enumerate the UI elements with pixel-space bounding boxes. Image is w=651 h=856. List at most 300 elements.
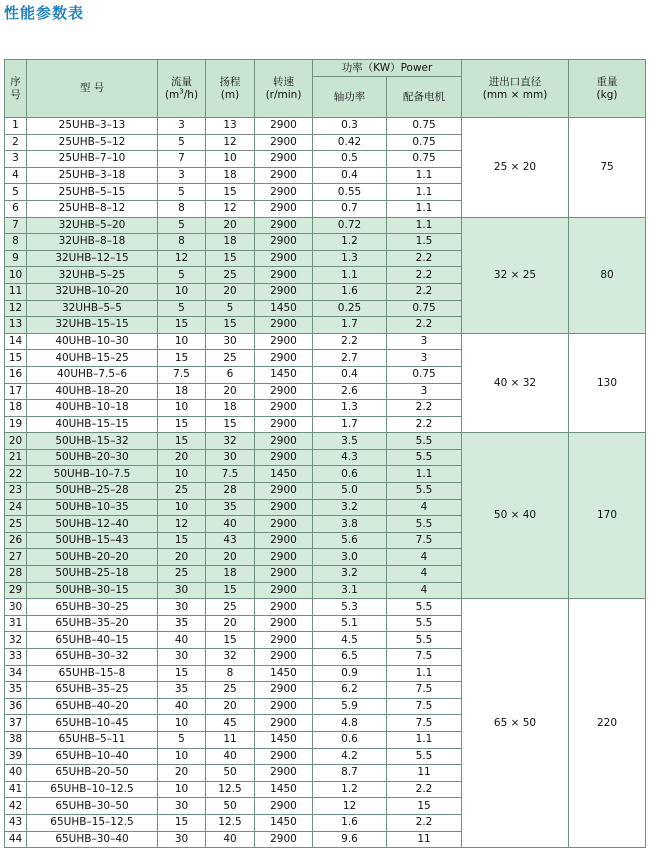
table-body bbox=[5, 118, 646, 848]
row-motor-power: 2.2 bbox=[387, 317, 462, 334]
row-no: 42 bbox=[5, 798, 27, 815]
row-speed: 2900 bbox=[255, 416, 313, 433]
row-no: 10 bbox=[5, 267, 27, 284]
row-shaft-power: 9.6 bbox=[313, 831, 387, 848]
row-head: 50 bbox=[206, 798, 255, 815]
row-model: 25UHB–8–12 bbox=[27, 200, 158, 217]
row-shaft-power: 0.9 bbox=[313, 665, 387, 682]
row-shaft-power: 0.5 bbox=[313, 151, 387, 168]
row-no: 12 bbox=[5, 300, 27, 317]
header-weight: 重量 (kg) bbox=[569, 60, 646, 118]
row-no: 3 bbox=[5, 151, 27, 168]
row-shaft-power: 2.7 bbox=[313, 350, 387, 367]
row-no: 30 bbox=[5, 599, 27, 616]
row-shaft-power: 1.3 bbox=[313, 400, 387, 417]
row-flow: 10 bbox=[158, 781, 206, 798]
row-head: 30 bbox=[206, 333, 255, 350]
row-shaft-power: 8.7 bbox=[313, 765, 387, 782]
row-no: 38 bbox=[5, 731, 27, 748]
row-model: 40UHB–15–15 bbox=[27, 416, 158, 433]
group-port-size: 25 × 20 bbox=[462, 118, 569, 218]
row-motor-power: 1.1 bbox=[387, 167, 462, 184]
row-model: 65UHB–30–25 bbox=[27, 599, 158, 616]
row-speed: 2900 bbox=[255, 383, 313, 400]
row-head: 5 bbox=[206, 300, 255, 317]
row-model: 65UHB–10–45 bbox=[27, 715, 158, 732]
row-motor-power: 5.5 bbox=[387, 599, 462, 616]
row-head: 18 bbox=[206, 234, 255, 251]
row-no: 24 bbox=[5, 499, 27, 516]
row-head: 15 bbox=[206, 184, 255, 201]
row-model: 50UHB–20–30 bbox=[27, 449, 158, 466]
group-port-size: 65 × 50 bbox=[462, 599, 569, 848]
row-no: 43 bbox=[5, 814, 27, 831]
header-power: 功率（KW）Power bbox=[313, 60, 462, 77]
row-motor-power: 0.75 bbox=[387, 134, 462, 151]
row-speed: 2900 bbox=[255, 449, 313, 466]
row-no: 7 bbox=[5, 217, 27, 234]
row-flow: 5 bbox=[158, 300, 206, 317]
row-shaft-power: 4.2 bbox=[313, 748, 387, 765]
row-speed: 1450 bbox=[255, 466, 313, 483]
row-motor-power: 7.5 bbox=[387, 649, 462, 666]
row-motor-power: 4 bbox=[387, 549, 462, 566]
row-shaft-power: 0.25 bbox=[313, 300, 387, 317]
row-no: 27 bbox=[5, 549, 27, 566]
row-shaft-power: 4.3 bbox=[313, 449, 387, 466]
row-shaft-power: 1.7 bbox=[313, 317, 387, 334]
row-model: 65UHB–15–8 bbox=[27, 665, 158, 682]
row-head: 30 bbox=[206, 449, 255, 466]
row-shaft-power: 0.72 bbox=[313, 217, 387, 234]
row-head: 40 bbox=[206, 516, 255, 533]
row-motor-power: 0.75 bbox=[387, 300, 462, 317]
header-shaft-power: 轴功率 bbox=[313, 77, 387, 118]
row-head: 25 bbox=[206, 350, 255, 367]
row-shaft-power: 1.6 bbox=[313, 283, 387, 300]
row-shaft-power: 0.4 bbox=[313, 366, 387, 383]
row-shaft-power: 1.1 bbox=[313, 267, 387, 284]
row-no: 9 bbox=[5, 250, 27, 267]
row-motor-power: 3 bbox=[387, 333, 462, 350]
row-head: 43 bbox=[206, 532, 255, 549]
row-speed: 2900 bbox=[255, 499, 313, 516]
row-head: 40 bbox=[206, 831, 255, 848]
row-shaft-power: 2.6 bbox=[313, 383, 387, 400]
row-model: 50UHB–15–32 bbox=[27, 433, 158, 450]
row-model: 65UHB–15–12.5 bbox=[27, 814, 158, 831]
row-flow: 10 bbox=[158, 748, 206, 765]
group-weight: 80 bbox=[569, 217, 646, 333]
row-model: 25UHB–3–13 bbox=[27, 118, 158, 135]
row-motor-power: 5.5 bbox=[387, 433, 462, 450]
row-model: 25UHB–7–10 bbox=[27, 151, 158, 168]
row-speed: 2900 bbox=[255, 599, 313, 616]
row-speed: 2900 bbox=[255, 549, 313, 566]
row-flow: 5 bbox=[158, 184, 206, 201]
row-no: 17 bbox=[5, 383, 27, 400]
row-shaft-power: 5.9 bbox=[313, 698, 387, 715]
row-head: 12.5 bbox=[206, 781, 255, 798]
row-shaft-power: 3.2 bbox=[313, 566, 387, 583]
table-row bbox=[5, 433, 646, 450]
row-no: 4 bbox=[5, 167, 27, 184]
row-model: 50UHB–15–43 bbox=[27, 532, 158, 549]
row-model: 32UHB–5–20 bbox=[27, 217, 158, 234]
row-speed: 2900 bbox=[255, 532, 313, 549]
header-no: 序 号 bbox=[5, 60, 27, 118]
group-port-size: 32 × 25 bbox=[462, 217, 569, 333]
row-model: 40UHB–7.5–6 bbox=[27, 366, 158, 383]
row-motor-power: 2.2 bbox=[387, 250, 462, 267]
header-motor-power: 配备电机 bbox=[387, 77, 462, 118]
row-shaft-power: 0.7 bbox=[313, 200, 387, 217]
row-speed: 2900 bbox=[255, 200, 313, 217]
row-model: 32UHB–5–5 bbox=[27, 300, 158, 317]
row-flow: 40 bbox=[158, 632, 206, 649]
row-head: 32 bbox=[206, 649, 255, 666]
row-shaft-power: 0.55 bbox=[313, 184, 387, 201]
row-model: 65UHB–10–40 bbox=[27, 748, 158, 765]
row-speed: 1450 bbox=[255, 366, 313, 383]
row-model: 25UHB–5–12 bbox=[27, 134, 158, 151]
row-model: 65UHB–40–20 bbox=[27, 698, 158, 715]
row-head: 15 bbox=[206, 632, 255, 649]
row-shaft-power: 6.5 bbox=[313, 649, 387, 666]
row-head: 12.5 bbox=[206, 814, 255, 831]
row-model: 32UHB–15–15 bbox=[27, 317, 158, 334]
row-head: 25 bbox=[206, 267, 255, 284]
row-motor-power: 5.5 bbox=[387, 449, 462, 466]
row-shaft-power: 3.2 bbox=[313, 499, 387, 516]
row-speed: 2900 bbox=[255, 184, 313, 201]
row-flow: 7.5 bbox=[158, 366, 206, 383]
row-flow: 30 bbox=[158, 582, 206, 599]
row-speed: 2900 bbox=[255, 250, 313, 267]
row-flow: 18 bbox=[158, 383, 206, 400]
row-motor-power: 1.1 bbox=[387, 184, 462, 201]
row-motor-power: 1.1 bbox=[387, 200, 462, 217]
row-motor-power: 11 bbox=[387, 831, 462, 848]
row-speed: 2900 bbox=[255, 134, 313, 151]
row-head: 20 bbox=[206, 698, 255, 715]
row-model: 65UHB–30–40 bbox=[27, 831, 158, 848]
row-speed: 2900 bbox=[255, 400, 313, 417]
row-model: 25UHB–3–18 bbox=[27, 167, 158, 184]
row-no: 21 bbox=[5, 449, 27, 466]
row-motor-power: 2.2 bbox=[387, 814, 462, 831]
group-port-size: 40 × 32 bbox=[462, 333, 569, 433]
row-head: 12 bbox=[206, 134, 255, 151]
row-model: 50UHB–20–20 bbox=[27, 549, 158, 566]
row-shaft-power: 1.2 bbox=[313, 234, 387, 251]
row-motor-power: 2.2 bbox=[387, 416, 462, 433]
row-flow: 5 bbox=[158, 267, 206, 284]
row-head: 20 bbox=[206, 383, 255, 400]
row-head: 11 bbox=[206, 731, 255, 748]
row-head: 12 bbox=[206, 200, 255, 217]
row-head: 35 bbox=[206, 499, 255, 516]
header-flow: 流量 $(m^3/h)$ bbox=[158, 60, 206, 118]
row-speed: 2900 bbox=[255, 350, 313, 367]
row-no: 16 bbox=[5, 366, 27, 383]
row-model: 25UHB–5–15 bbox=[27, 184, 158, 201]
row-no: 19 bbox=[5, 416, 27, 433]
row-head: 13 bbox=[206, 118, 255, 135]
row-flow: 8 bbox=[158, 200, 206, 217]
row-flow: 25 bbox=[158, 566, 206, 583]
row-flow: 10 bbox=[158, 333, 206, 350]
row-flow: 30 bbox=[158, 831, 206, 848]
row-speed: 2900 bbox=[255, 715, 313, 732]
row-flow: 10 bbox=[158, 715, 206, 732]
row-speed: 2900 bbox=[255, 566, 313, 583]
header-head: 扬程 (m) bbox=[206, 60, 255, 118]
row-head: 20 bbox=[206, 549, 255, 566]
row-shaft-power: 0.6 bbox=[313, 731, 387, 748]
row-model: 50UHB–25–28 bbox=[27, 483, 158, 500]
row-model: 50UHB–10–7.5 bbox=[27, 466, 158, 483]
row-no: 40 bbox=[5, 765, 27, 782]
row-motor-power: 5.5 bbox=[387, 516, 462, 533]
row-no: 44 bbox=[5, 831, 27, 848]
row-motor-power: 5.5 bbox=[387, 632, 462, 649]
row-flow: 30 bbox=[158, 649, 206, 666]
row-model: 32UHB–8–18 bbox=[27, 234, 158, 251]
row-no: 13 bbox=[5, 317, 27, 334]
row-speed: 2900 bbox=[255, 483, 313, 500]
row-head: 18 bbox=[206, 167, 255, 184]
row-flow: 20 bbox=[158, 765, 206, 782]
row-flow: 10 bbox=[158, 283, 206, 300]
row-speed: 1450 bbox=[255, 731, 313, 748]
row-head: 28 bbox=[206, 483, 255, 500]
row-flow: 5 bbox=[158, 731, 206, 748]
row-shaft-power: 1.6 bbox=[313, 814, 387, 831]
row-no: 29 bbox=[5, 582, 27, 599]
row-head: 20 bbox=[206, 217, 255, 234]
row-flow: 15 bbox=[158, 532, 206, 549]
row-model: 50UHB–12–40 bbox=[27, 516, 158, 533]
row-speed: 2900 bbox=[255, 283, 313, 300]
row-no: 20 bbox=[5, 433, 27, 450]
row-head: 32 bbox=[206, 433, 255, 450]
row-speed: 2900 bbox=[255, 151, 313, 168]
row-motor-power: 4 bbox=[387, 566, 462, 583]
row-speed: 2900 bbox=[255, 234, 313, 251]
row-model: 65UHB–30–32 bbox=[27, 649, 158, 666]
table-row bbox=[5, 333, 646, 350]
row-motor-power: 7.5 bbox=[387, 532, 462, 549]
row-motor-power: 1.1 bbox=[387, 217, 462, 234]
performance-table bbox=[4, 59, 646, 848]
row-model: 40UHB–15–25 bbox=[27, 350, 158, 367]
row-flow: 12 bbox=[158, 250, 206, 267]
row-speed: 2900 bbox=[255, 317, 313, 334]
row-flow: 15 bbox=[158, 416, 206, 433]
row-flow: 15 bbox=[158, 317, 206, 334]
row-head: 15 bbox=[206, 582, 255, 599]
row-flow: 30 bbox=[158, 599, 206, 616]
row-speed: 2900 bbox=[255, 831, 313, 848]
row-head: 50 bbox=[206, 765, 255, 782]
row-speed: 2900 bbox=[255, 167, 313, 184]
row-shaft-power: 6.2 bbox=[313, 682, 387, 699]
row-motor-power: 4 bbox=[387, 499, 462, 516]
row-head: 25 bbox=[206, 599, 255, 616]
row-motor-power: 4 bbox=[387, 582, 462, 599]
row-motor-power: 7.5 bbox=[387, 715, 462, 732]
row-flow: 5 bbox=[158, 134, 206, 151]
row-flow: 10 bbox=[158, 400, 206, 417]
row-flow: 40 bbox=[158, 698, 206, 715]
row-no: 2 bbox=[5, 134, 27, 151]
row-head: 8 bbox=[206, 665, 255, 682]
row-motor-power: 5.5 bbox=[387, 748, 462, 765]
group-weight: 75 bbox=[569, 118, 646, 218]
row-no: 28 bbox=[5, 566, 27, 583]
row-motor-power: 1.5 bbox=[387, 234, 462, 251]
row-flow: 25 bbox=[158, 483, 206, 500]
row-flow: 7 bbox=[158, 151, 206, 168]
row-no: 26 bbox=[5, 532, 27, 549]
row-speed: 2900 bbox=[255, 632, 313, 649]
row-no: 32 bbox=[5, 632, 27, 649]
row-motor-power: 0.75 bbox=[387, 151, 462, 168]
row-no: 18 bbox=[5, 400, 27, 417]
row-head: 45 bbox=[206, 715, 255, 732]
row-flow: 15 bbox=[158, 814, 206, 831]
row-no: 35 bbox=[5, 682, 27, 699]
row-shaft-power: 2.2 bbox=[313, 333, 387, 350]
row-no: 36 bbox=[5, 698, 27, 715]
row-model: 65UHB–5–11 bbox=[27, 731, 158, 748]
row-motor-power: 3 bbox=[387, 350, 462, 367]
row-shaft-power: 5.6 bbox=[313, 532, 387, 549]
row-head: 25 bbox=[206, 682, 255, 699]
row-speed: 2900 bbox=[255, 698, 313, 715]
row-no: 34 bbox=[5, 665, 27, 682]
row-motor-power: 5.5 bbox=[387, 615, 462, 632]
row-speed: 1450 bbox=[255, 814, 313, 831]
row-head: 15 bbox=[206, 250, 255, 267]
row-shaft-power: 1.3 bbox=[313, 250, 387, 267]
row-no: 41 bbox=[5, 781, 27, 798]
row-speed: 2900 bbox=[255, 582, 313, 599]
row-model: 40UHB–10–18 bbox=[27, 400, 158, 417]
row-shaft-power: 1.7 bbox=[313, 416, 387, 433]
row-motor-power: 15 bbox=[387, 798, 462, 815]
row-shaft-power: 5.1 bbox=[313, 615, 387, 632]
row-motor-power: 2.2 bbox=[387, 781, 462, 798]
group-weight: 170 bbox=[569, 433, 646, 599]
row-flow: 10 bbox=[158, 466, 206, 483]
group-weight: 220 bbox=[569, 599, 646, 848]
row-motor-power: 11 bbox=[387, 765, 462, 782]
row-speed: 2900 bbox=[255, 516, 313, 533]
header-port: 进出口直径 (mm × mm) bbox=[462, 60, 569, 118]
row-speed: 2900 bbox=[255, 433, 313, 450]
row-shaft-power: 3.5 bbox=[313, 433, 387, 450]
row-shaft-power: 4.5 bbox=[313, 632, 387, 649]
row-no: 8 bbox=[5, 234, 27, 251]
row-model: 50UHB–30–15 bbox=[27, 582, 158, 599]
row-motor-power: 1.1 bbox=[387, 665, 462, 682]
row-no: 23 bbox=[5, 483, 27, 500]
row-model: 65UHB–10–12.5 bbox=[27, 781, 158, 798]
row-flow: 3 bbox=[158, 118, 206, 135]
row-no: 31 bbox=[5, 615, 27, 632]
row-motor-power: 2.2 bbox=[387, 283, 462, 300]
row-flow: 15 bbox=[158, 350, 206, 367]
row-motor-power: 1.1 bbox=[387, 731, 462, 748]
row-model: 32UHB–12–15 bbox=[27, 250, 158, 267]
row-motor-power: 1.1 bbox=[387, 466, 462, 483]
table-row bbox=[5, 599, 646, 616]
row-shaft-power: 12 bbox=[313, 798, 387, 815]
row-model: 40UHB–18–20 bbox=[27, 383, 158, 400]
row-speed: 2900 bbox=[255, 267, 313, 284]
row-speed: 2900 bbox=[255, 748, 313, 765]
row-head: 18 bbox=[206, 566, 255, 583]
group-port-size: 50 × 40 bbox=[462, 433, 569, 599]
header-speed: 转速 (r/min) bbox=[255, 60, 313, 118]
row-model: 40UHB–10–30 bbox=[27, 333, 158, 350]
row-flow: 30 bbox=[158, 798, 206, 815]
group-weight: 130 bbox=[569, 333, 646, 433]
row-head: 18 bbox=[206, 400, 255, 417]
row-no: 33 bbox=[5, 649, 27, 666]
row-motor-power: 2.2 bbox=[387, 267, 462, 284]
row-motor-power: 3 bbox=[387, 383, 462, 400]
row-shaft-power: 3.0 bbox=[313, 549, 387, 566]
row-model: 50UHB–10–35 bbox=[27, 499, 158, 516]
row-flow: 5 bbox=[158, 217, 206, 234]
row-shaft-power: 5.0 bbox=[313, 483, 387, 500]
row-flow: 8 bbox=[158, 234, 206, 251]
row-motor-power: 0.75 bbox=[387, 366, 462, 383]
header-model: 型 号 bbox=[27, 60, 158, 118]
row-model: 32UHB–10–20 bbox=[27, 283, 158, 300]
row-speed: 1450 bbox=[255, 781, 313, 798]
row-speed: 2900 bbox=[255, 217, 313, 234]
row-no: 11 bbox=[5, 283, 27, 300]
row-shaft-power: 0.42 bbox=[313, 134, 387, 151]
row-speed: 2900 bbox=[255, 682, 313, 699]
row-speed: 2900 bbox=[255, 333, 313, 350]
row-head: 15 bbox=[206, 416, 255, 433]
row-speed: 1450 bbox=[255, 665, 313, 682]
row-model: 65UHB–20–50 bbox=[27, 765, 158, 782]
row-head: 20 bbox=[206, 283, 255, 300]
row-shaft-power: 4.8 bbox=[313, 715, 387, 732]
row-no: 39 bbox=[5, 748, 27, 765]
row-speed: 2900 bbox=[255, 765, 313, 782]
row-shaft-power: 1.2 bbox=[313, 781, 387, 798]
row-no: 25 bbox=[5, 516, 27, 533]
row-no: 6 bbox=[5, 200, 27, 217]
row-speed: 2900 bbox=[255, 118, 313, 135]
row-motor-power: 5.5 bbox=[387, 483, 462, 500]
row-head: 20 bbox=[206, 615, 255, 632]
row-model: 32UHB–5–25 bbox=[27, 267, 158, 284]
row-flow: 20 bbox=[158, 549, 206, 566]
row-model: 65UHB–40–15 bbox=[27, 632, 158, 649]
row-shaft-power: 5.3 bbox=[313, 599, 387, 616]
row-shaft-power: 0.4 bbox=[313, 167, 387, 184]
row-model: 65UHB–30–50 bbox=[27, 798, 158, 815]
table-row bbox=[5, 118, 646, 135]
